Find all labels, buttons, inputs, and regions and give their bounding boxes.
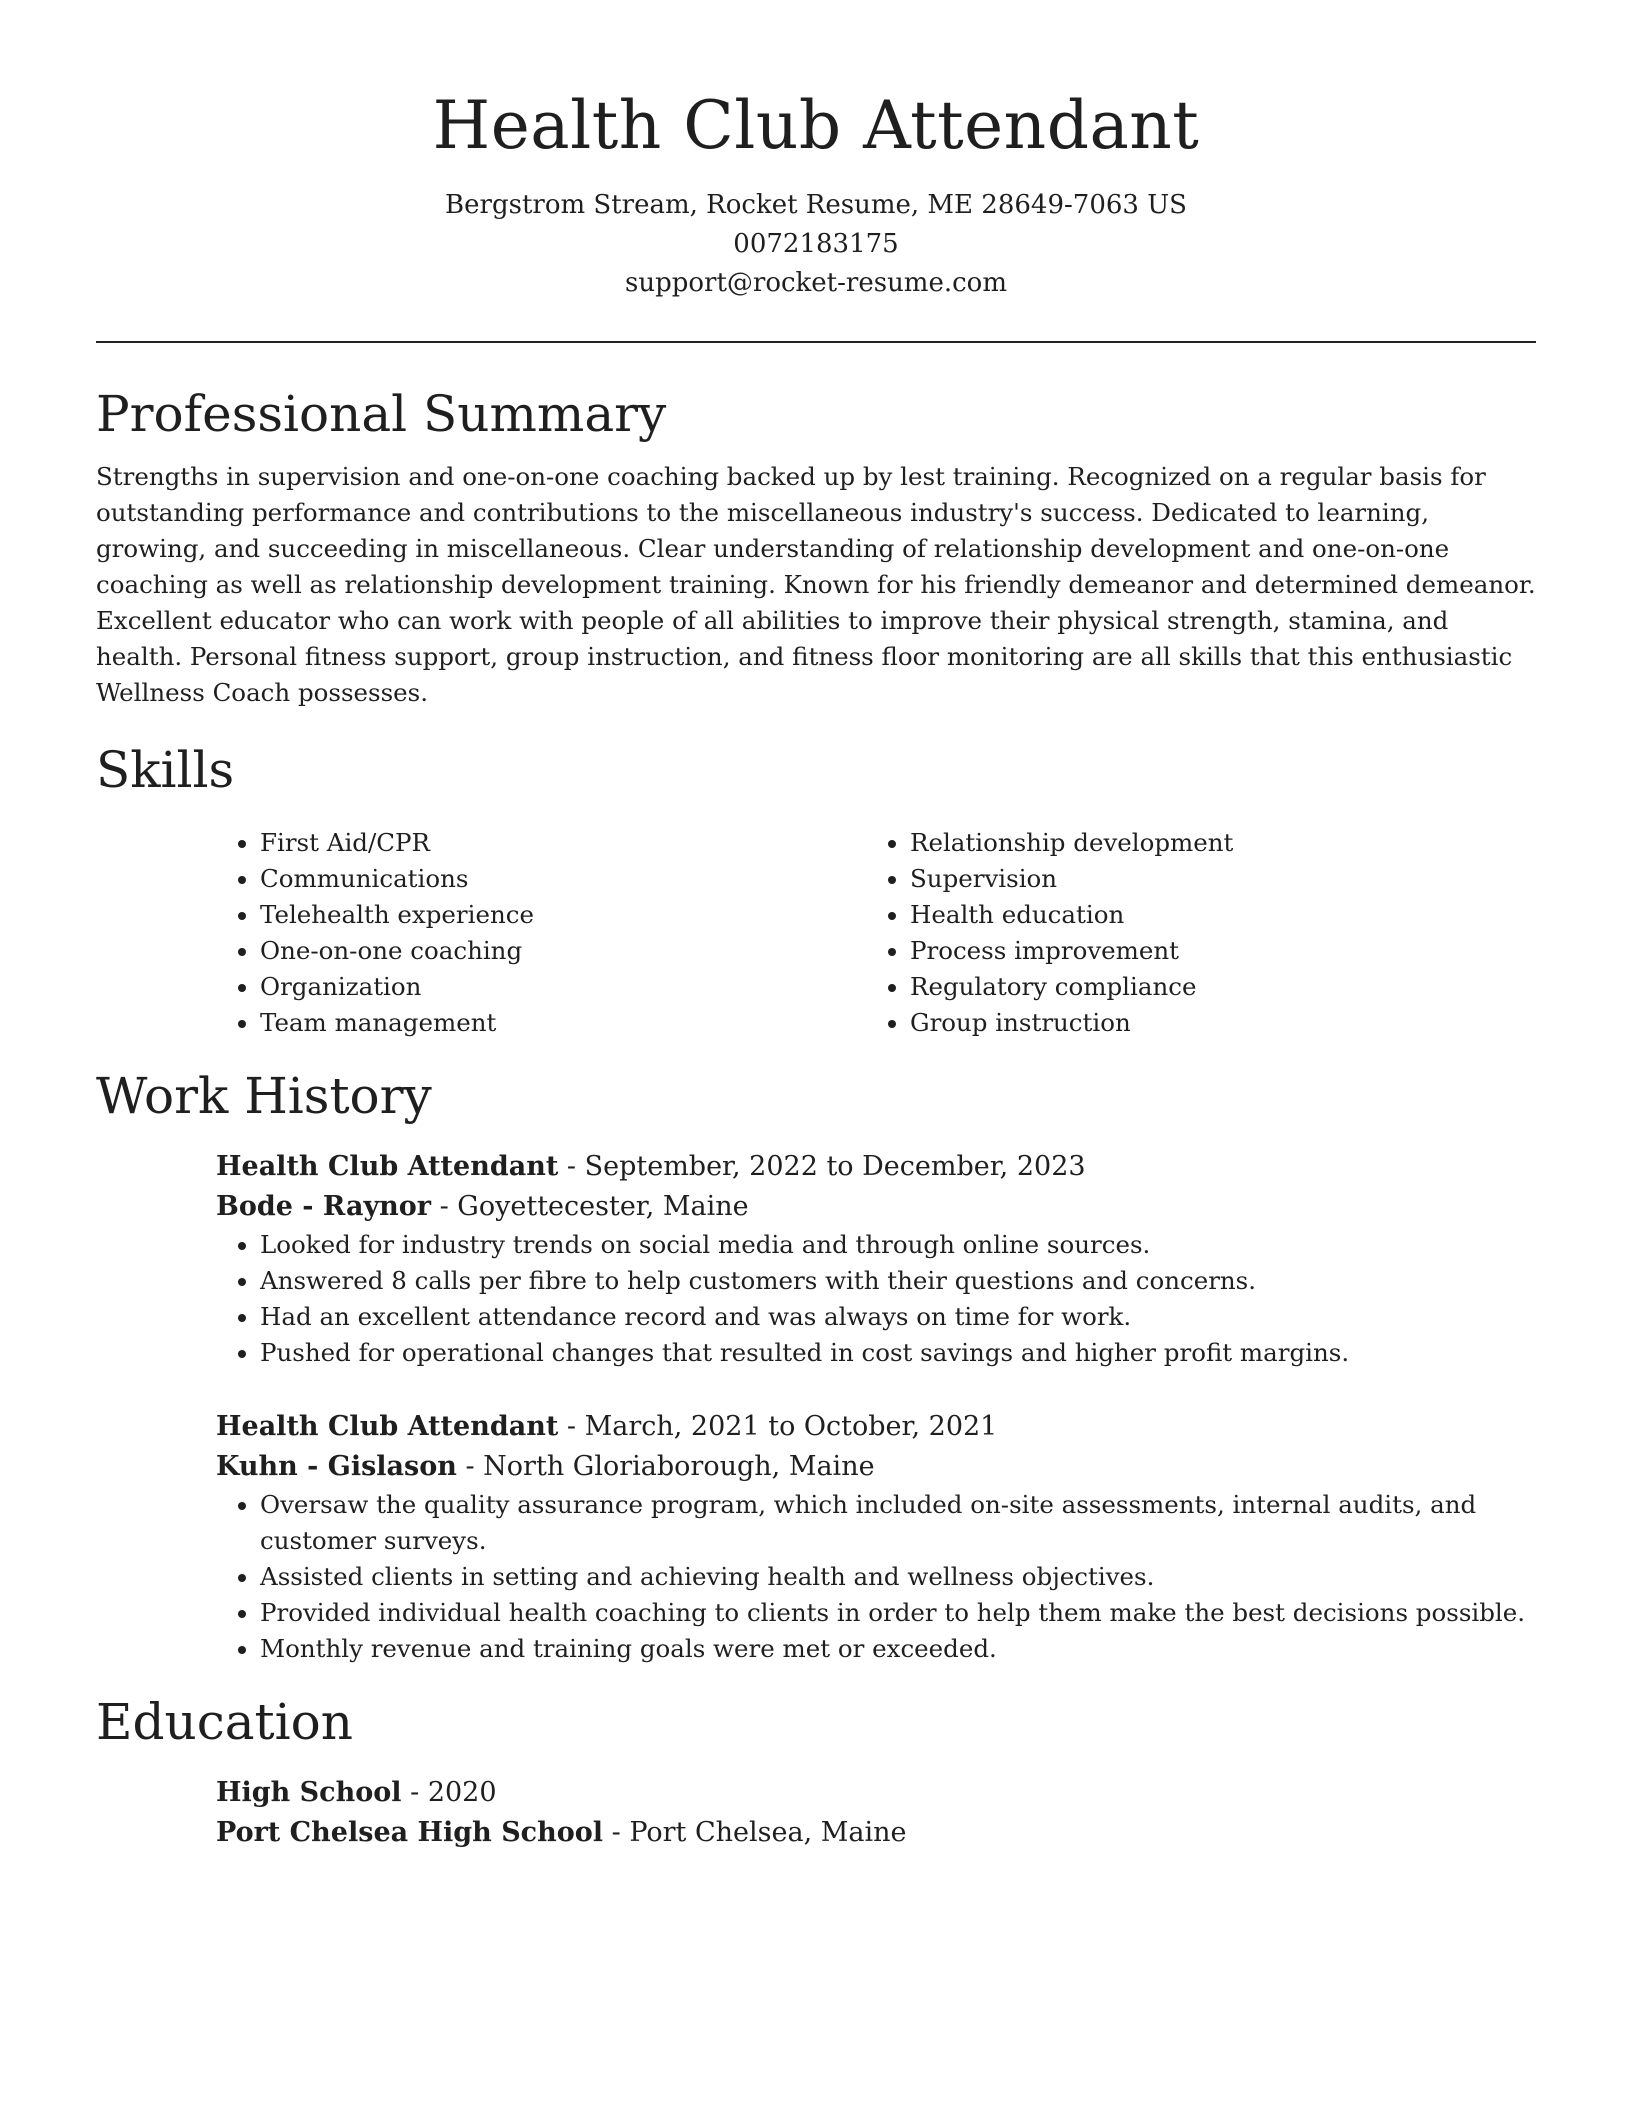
contact-email: support@rocket-resume.com (624, 268, 1007, 298)
job-location: - North Gloriaborough, Maine (456, 1451, 875, 1482)
skills-column-right (866, 825, 1516, 1041)
skills-grid (216, 825, 1536, 1041)
skill-item: • Relationship development (910, 825, 1516, 861)
skill-item: • Process improvement (910, 933, 1516, 969)
skill-item: • First Aid/CPR (260, 825, 866, 861)
work-history-heading: Work History (96, 1067, 432, 1125)
skill-item: • One-on-one coaching (260, 933, 866, 969)
job-bullet: • Pushed for operational changes that resulted in cost savings and higher profit margins. (260, 1335, 1536, 1371)
skills-column-left (216, 825, 866, 1041)
job-bullet: • Answered 8 calls per fibre to help customers with their questions and concerns. (260, 1263, 1536, 1299)
contact-phone: 0072183175 (733, 229, 899, 259)
job-bullet: • Monthly revenue and training goals were met or exceeded. (260, 1631, 1536, 1667)
job-company: Bode - Raynor (216, 1191, 431, 1222)
job-position: Health Club Attendant (216, 1151, 559, 1182)
job-bullet: • Provided individual health coaching to clients in order to help them make the best decisions possible. (260, 1595, 1536, 1631)
job-entry (216, 1147, 1536, 1371)
skill-item: • Health education (910, 897, 1516, 933)
skill-item: • Communications (260, 861, 866, 897)
job-bullets (216, 1487, 1536, 1667)
skill-item: • Supervision (910, 861, 1516, 897)
summary-heading: Professional Summary (96, 385, 667, 443)
contact-address: Bergstrom Stream, Rocket Resume, ME 28649-7063 US (445, 190, 1187, 220)
job-bullets (216, 1227, 1536, 1371)
skill-item: • Group instruction (910, 1005, 1516, 1041)
job-entry (216, 1407, 1536, 1667)
education-year: - 2020 (401, 1777, 497, 1808)
education-heading: Education (96, 1693, 353, 1751)
skill-item: • Telehealth experience (260, 897, 866, 933)
job-title-line (216, 1407, 1536, 1447)
job-location: - Goyettecester, Maine (431, 1191, 749, 1222)
job-bullet: • Assisted clients in setting and achieving health and wellness objectives. (260, 1559, 1536, 1595)
contact-info (96, 186, 1536, 303)
resume-page (96, 0, 1536, 1853)
skills-list-left (216, 825, 866, 1041)
job-dates: - March, 2021 to October, 2021 (558, 1411, 998, 1442)
education-degree-line (216, 1773, 1536, 1813)
education-location: - Port Chelsea, Maine (603, 1817, 907, 1848)
education-degree: High School (216, 1777, 402, 1808)
job-bullet: • Looked for industry trends on social media and through online sources. (260, 1227, 1536, 1263)
skills-list-right (866, 825, 1516, 1041)
job-company-line (216, 1187, 1536, 1227)
job-company-line (216, 1447, 1536, 1487)
skill-item: • Organization (260, 969, 866, 1005)
job-title-line (216, 1147, 1536, 1187)
skills-heading: Skills (96, 741, 235, 799)
skill-item: • Regulatory compliance (910, 969, 1516, 1005)
skill-item: • Team management (260, 1005, 866, 1041)
candidate-title: Health Club Attendant (432, 87, 1200, 164)
work-history-section (96, 1063, 1536, 1667)
education-section (96, 1689, 1536, 1853)
job-dates: - September, 2022 to December, 2023 (558, 1151, 1086, 1182)
header-divider (96, 341, 1536, 343)
job-position: Health Club Attendant (216, 1411, 559, 1442)
education-school-line (216, 1813, 1536, 1853)
job-company: Kuhn - Gislason (216, 1451, 457, 1482)
job-bullet: • Had an excellent attendance record and was always on time for work. (260, 1299, 1536, 1335)
summary-section (96, 381, 1536, 711)
skills-section (96, 737, 1536, 1041)
resume-header (96, 0, 1536, 343)
job-bullet: • Oversaw the quality assurance program, which included on-site assessments, internal audits, and customer surveys. (260, 1487, 1536, 1559)
education-entry (216, 1773, 1536, 1853)
education-school: Port Chelsea High School (216, 1817, 604, 1848)
summary-text: Strengths in supervision and one-on-one coaching backed up by lest training. Recognized on a regular basis for outstanding performance and contributions to the miscellaneous industry's success. Dedicated to learning, growing, and succeeding in miscellaneous. Clear understanding of relationship development and one-on-one coaching as well as relationship development training. Known for his friendly demeanor and determined demeanor. Excellent educator who can work with people of all abilities to improve their physical strength, stamina, and health. Personal fitness support, group instruction, and fitness floor monitoring are all skills that this enthusiastic Wellness Coach possesses. (96, 462, 1536, 707)
